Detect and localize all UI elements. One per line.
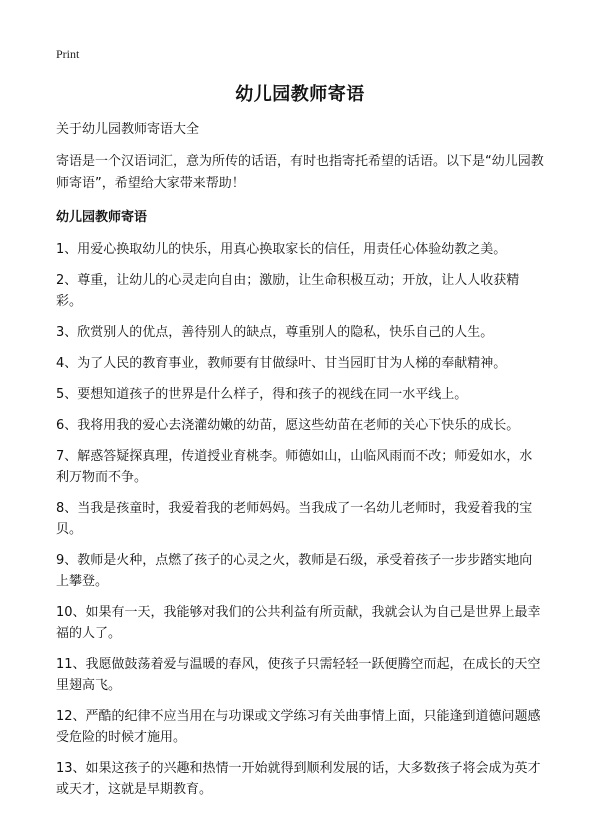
list-item: 8、当我是孩童时，我爱着我的老师妈妈。当我成了一名幼儿老师时，我爱着我的宝贝。 (56, 501, 533, 537)
list-item: 6、我将用我的爱心去浇灌幼嫩的幼苗，愿这些幼苗在老师的关心下快乐的成长。 (56, 418, 520, 433)
list-item: 13、如果这孩子的兴趣和热情一开始就得到顺利发展的话，大多数孩子将会成为英才或天才，这就是早期教育。 (56, 761, 541, 797)
article-intro: 寄语是一个汉语词汇，意为所传的话语，有时也指寄托希望的话语。以下是“幼儿园教师寄语”，希望给大家带来帮助！ (56, 154, 544, 191)
list-item: 11、我愿做鼓荡着爱与温暖的春风，使孩子只需轻轻一跃便腾空而起，在成长的天空里翅高飞。 (56, 657, 541, 693)
list-item: 7、解惑答疑探真理，传道授业育桃李。师德如山，山临风雨而不改；师爱如水，水利万物而不争。 (56, 449, 533, 485)
article-subtitle: 关于幼儿园教师寄语大全 (56, 122, 200, 137)
list-item: 2、尊重，让幼儿的心灵走向自由；激励，让生命积极互动；开放，让人人收获精彩。 (56, 273, 520, 309)
list-item: 1、用爱心换取幼儿的快乐，用真心换取家长的信任，用责任心体验幼教之美。 (56, 242, 507, 257)
article-body (56, 120, 544, 810)
list-item: 12、严酷的纪律不应当用在与功课或文学练习有关曲事情上面，只能逢到道德问题感受危险的时候才施用。 (56, 709, 541, 745)
list-item: 4、为了人民的教育事业，教师要有甘做绿叶、甘当园盯甘为人梯的奉献精神。 (56, 356, 507, 371)
print-link[interactable]: Print (56, 47, 80, 61)
list-item: 10、如果有一天，我能够对我们的公共利益有所贡献，我就会认为自己是世界上最幸福的人了。 (56, 605, 541, 641)
page-title: 幼儿园教师寄语 (235, 84, 365, 105)
list-item: 5、要想知道孩子的世界是什么样子，得和孩子的视线在同一水平线上。 (56, 387, 468, 402)
list-item: 9、教师是火种，点燃了孩子的心灵之火，教师是石级，承受着孩子一步步踏实地向上攀登。 (56, 553, 533, 589)
list-item: 3、欣赏别人的优点，善待别人的缺点，尊重别人的隐私，快乐自己的人生。 (56, 325, 494, 340)
message-list (56, 239, 544, 800)
section-heading: 幼儿园教师寄语 (56, 210, 148, 225)
